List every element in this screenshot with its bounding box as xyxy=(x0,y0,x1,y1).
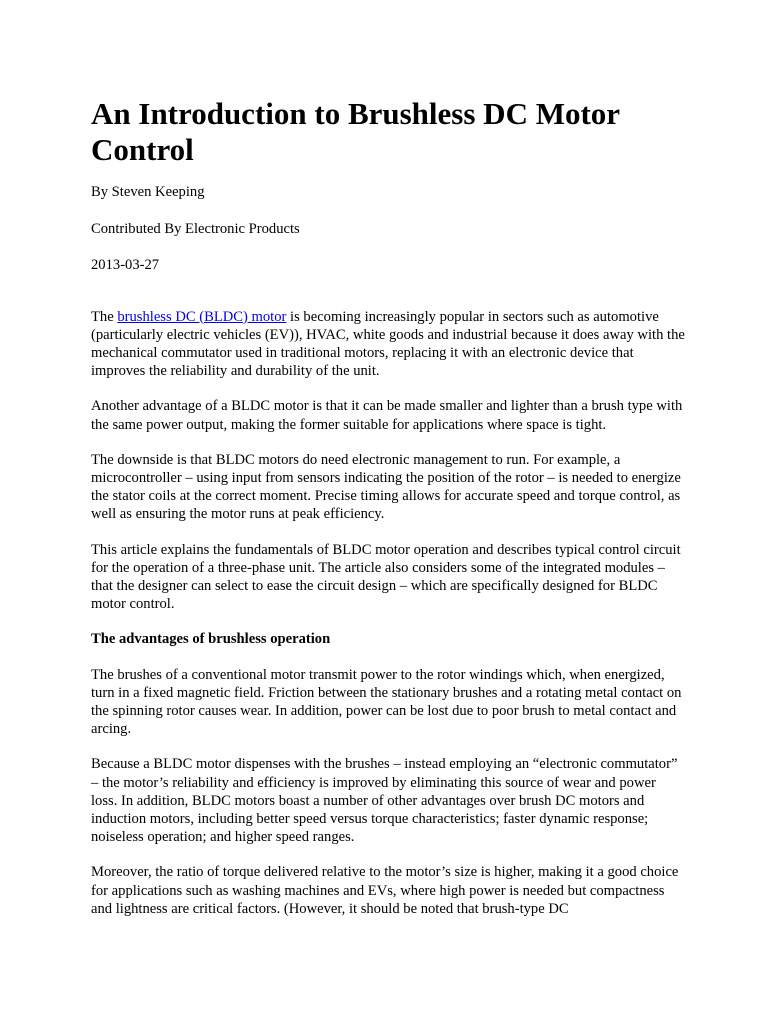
paragraph-overview: This article explains the fundamentals of BLDC motor operation and describes typical control circuit for the operation of a three-phase unit. The article also considers some of the integrated modules – that the designer can select to ease the circuit design – which are specifically designed for BLDC motor control. xyxy=(91,541,681,613)
bldc-motor-link[interactable]: brushless DC (BLDC) motor xyxy=(117,308,287,325)
paragraph-brushes: The brushes of a conventional motor transmit power to the rotor windings which, when energized, turn in a fixed magnetic field. Friction between the stationary brushes and a rotating metal contact on the spinning rotor causes wear. In addition, power can be lost due to poor brush to metal contact and arcing. xyxy=(91,666,682,738)
paragraph-intro-lead: The xyxy=(91,308,118,325)
paragraph-intro xyxy=(91,308,685,381)
paragraph-electronic-commutator: Because a BLDC motor dispenses with the brushes – instead employing an “electronic commutator” – the motor’s reliability and efficiency is improved by eliminating this source of wear and power loss. In addition, BLDC motors boast a number of other advantages over brush DC motors and induction motors, including better speed versus torque characteristics; faster dynamic response; noiseless operation; and higher speed ranges. xyxy=(91,756,678,846)
article-byline: By Steven Keeping xyxy=(91,184,205,200)
article-date: 2013-03-27 xyxy=(91,257,160,274)
section-heading: The advantages of brushless operation xyxy=(91,631,331,648)
article-contributor: Contributed By Electronic Products xyxy=(91,220,300,237)
article-title: An Introduction to Brushless DC Motor Control xyxy=(91,96,620,167)
paragraph-downside: The downside is that BLDC motors do need electronic management to run. For example, a microcontroller – using input from sensors indicating the position of the rotor – is needed to energize the stator coils at the correct moment. Precise timing allows for accurate speed and torque control, as well as ensuring the motor runs at peak efficiency. xyxy=(91,451,681,523)
paragraph-intro-rest: is becoming increasingly popular in sectors such as automotive (particularly electric vehicles (EV)), HVAC, white goods and industrial because it does away with the mechanical commutator used in traditional motors, replacing it with an electronic device that improves the reliability and durability of the unit. xyxy=(91,308,685,380)
paragraph-advantage: Another advantage of a BLDC motor is that it can be made smaller and lighter than a brush type with the same power output, making the former suitable for applications where space is tight. xyxy=(91,398,683,433)
paragraph-torque-ratio: Moreover, the ratio of torque delivered relative to the motor’s size is higher, making it a good choice for applications such as washing machines and EVs, where high power is needed but compactness and lightness are critical factors. (However, it should be noted that brush-type DC xyxy=(91,864,679,917)
article-body xyxy=(91,96,685,935)
